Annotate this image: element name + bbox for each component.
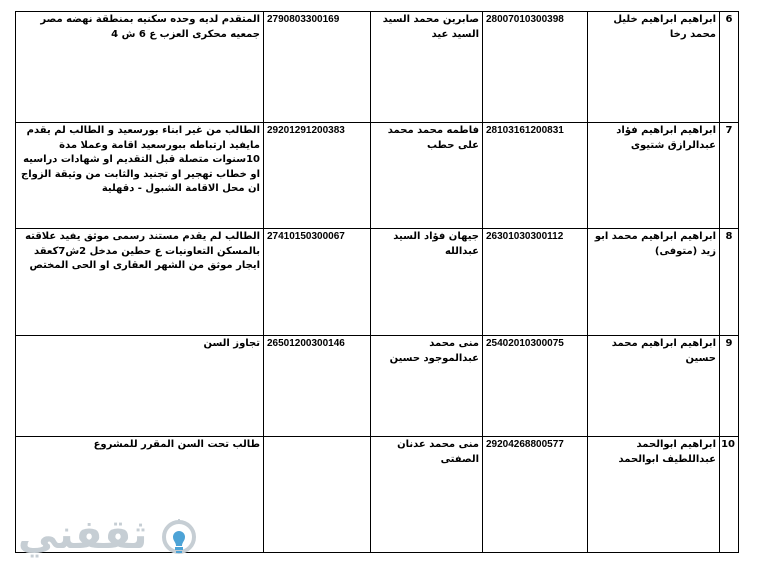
row-number: 6 — [720, 12, 739, 123]
rejection-reason: الطالب من غير ابناء بورسعيد و الطالب لم يقدم مايفيد ارتباطه ببورسعيد اقامة وعملا مدة 10سنوات متصلة قبل التقديم او شهادات دراسيه او خطاب تهجير او تجنيد والثابت من وثيقة الزواج ان محل الاقامة الشبول - دقهلية — [16, 123, 264, 229]
applicant-name: ابراهيم ابراهيم فؤاد عبدالرازق شتيوى — [588, 123, 720, 229]
applicant-name: ابراهيم ابراهيم خليل محمد رخا — [588, 12, 720, 123]
rejection-reason: طالب تحت السن المقرر للمشروع — [16, 437, 264, 553]
row-number: 9 — [720, 336, 739, 437]
rejection-reason: تجاوز السن — [16, 336, 264, 437]
wife-name: صابرين محمد السيد السيد عيد — [371, 12, 483, 123]
row-number: 8 — [720, 229, 739, 336]
wife-national-id: 27410150300067 — [264, 229, 371, 336]
row-number: 7 — [720, 123, 739, 229]
row-number: 10 — [720, 437, 739, 553]
applicant-national-id: 26301030300112 — [483, 229, 588, 336]
applicants-table — [15, 11, 739, 553]
applicant-national-id: 29204268800577 — [483, 437, 588, 553]
table-row — [16, 336, 739, 437]
table-row — [16, 12, 739, 123]
wife-name: جيهان فؤاد السيد عبدالله — [371, 229, 483, 336]
applicant-name: ابراهيم ابراهيم محمد حسين — [588, 336, 720, 437]
table-row — [16, 229, 739, 336]
applicant-name: ابراهيم ابوالحمد عبداللطيف ابوالحمد — [588, 437, 720, 553]
wife-name: منى محمد عبدالموجود حسين — [371, 336, 483, 437]
wife-national-id: 26501200300146 — [264, 336, 371, 437]
lightbulb-icon — [160, 518, 198, 562]
wife-national-id: 29201291200383 — [264, 123, 371, 229]
wife-national-id — [264, 437, 371, 553]
table-row — [16, 123, 739, 229]
applicant-national-id: 28103161200831 — [483, 123, 588, 229]
applicant-national-id: 25402010300075 — [483, 336, 588, 437]
watermark-logo — [18, 508, 198, 570]
watermark-text: ثقفني — [18, 512, 148, 558]
rejection-reason: الطالب لم يقدم مستند رسمى موثق يفيد علاقته بالمسكن التعاونيات ع حطين مدخل 2ش7كعقد ايجار موثق من الشهر العقارى او الحى المختص — [16, 229, 264, 336]
rejection-reason: المتقدم لديه وحده سكنيه بمنطقة نهضه مصر جمعيه محكرى العزب ع 6 ش 4 — [16, 12, 264, 123]
wife-name: فاطمه محمد محمد على حطب — [371, 123, 483, 229]
applicant-name: ابراهيم ابراهيم محمد ابو زيد (متوفى) — [588, 229, 720, 336]
wife-national-id: 2790803300169 — [264, 12, 371, 123]
wife-name: منى محمد عدنان الصفتى — [371, 437, 483, 553]
applicant-national-id: 28007010300398 — [483, 12, 588, 123]
